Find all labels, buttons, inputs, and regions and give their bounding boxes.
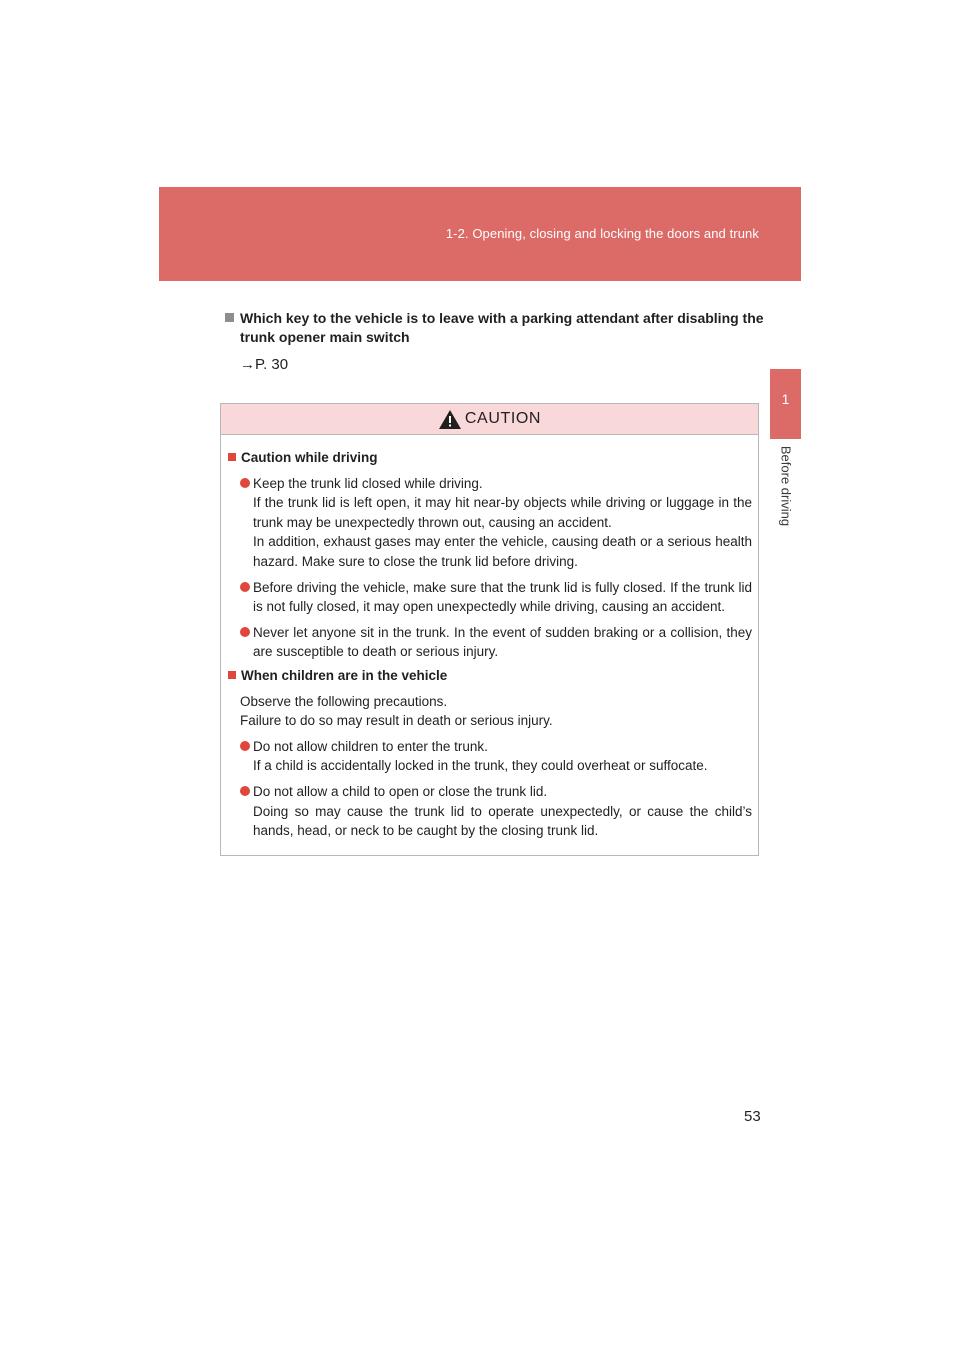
red-bullet-icon (240, 741, 250, 751)
note-heading-text: Which key to the vehicle is to leave with a parking attendant after disabling the trunk opener main switch (240, 310, 764, 345)
text-line: If a child is accidentally locked in the trunk, they could overheat or suffocate. (253, 758, 708, 774)
list-item (240, 623, 752, 662)
list-item-text (253, 737, 752, 776)
text-line: Do not allow a child to open or close the trunk lid. (253, 783, 548, 799)
list-item (240, 782, 752, 841)
section-heading (227, 448, 752, 468)
caution-body (221, 435, 758, 841)
text-line: Observe the following precautions. (240, 693, 448, 709)
red-square-icon (228, 453, 236, 461)
text-line: Before driving the vehicle, make sure that the trunk lid is fully closed. If the trunk lid is not fully closed, it may open unexpectedly while driving, causing an accident. (253, 579, 752, 615)
text-line: If the trunk lid is left open, it may hit near-by objects while driving or luggage in the trunk may be unexpectedly thrown out, causing an accident. (253, 495, 752, 530)
list-item (240, 737, 752, 776)
red-bullet-icon (240, 786, 250, 796)
list-item-text (253, 623, 752, 662)
red-square-icon (228, 671, 236, 679)
list-item-text (253, 578, 752, 617)
header-band (159, 187, 801, 281)
chapter-number: 1 (781, 391, 790, 407)
text-line: Do not allow children to enter the trunk. (253, 738, 488, 754)
text-line: Doing so may cause the trunk lid to operate unexpectedly, or cause the child’s hands, head, or neck to be caught by the closing trunk lid. (253, 803, 752, 839)
gray-square-icon (225, 313, 234, 322)
red-bullet-icon (240, 582, 250, 592)
caution-box (220, 403, 759, 856)
text-line: In addition, exhaust gases may enter the vehicle, causing death or a serious health hazard. Make sure to close the trunk lid before driving. (253, 534, 752, 569)
list-item-text (253, 474, 752, 572)
caution-header (221, 404, 758, 435)
list-item (240, 578, 752, 617)
text-line: Failure to do so may result in death or serious injury. (240, 713, 553, 729)
note-heading (224, 309, 764, 347)
page-reference-link[interactable]: →P. 30 (240, 356, 289, 373)
red-bullet-icon (240, 478, 250, 488)
section-title: 1-2. Opening, closing and locking the doors and trunk (445, 226, 759, 241)
section-heading (227, 666, 752, 686)
text-line: Never let anyone sit in the trunk. In the event of sudden braking or a collision, they are susceptible to death or serious injury. (253, 624, 752, 660)
warning-icon (438, 409, 462, 430)
list-item-text (253, 782, 752, 841)
note (224, 309, 764, 374)
section-intro (240, 692, 752, 731)
chapter-tab (770, 369, 801, 439)
text-line: Keep the trunk lid closed while driving. (253, 475, 483, 491)
chapter-label: Before driving (778, 445, 794, 527)
section-heading-text: When children are in the vehicle (241, 667, 448, 683)
list-item (240, 474, 752, 572)
page-number: 53 (744, 1108, 761, 1125)
caution-title: CAUTION (464, 410, 542, 427)
section-heading-text: Caution while driving (241, 450, 378, 465)
red-bullet-icon (240, 627, 250, 637)
